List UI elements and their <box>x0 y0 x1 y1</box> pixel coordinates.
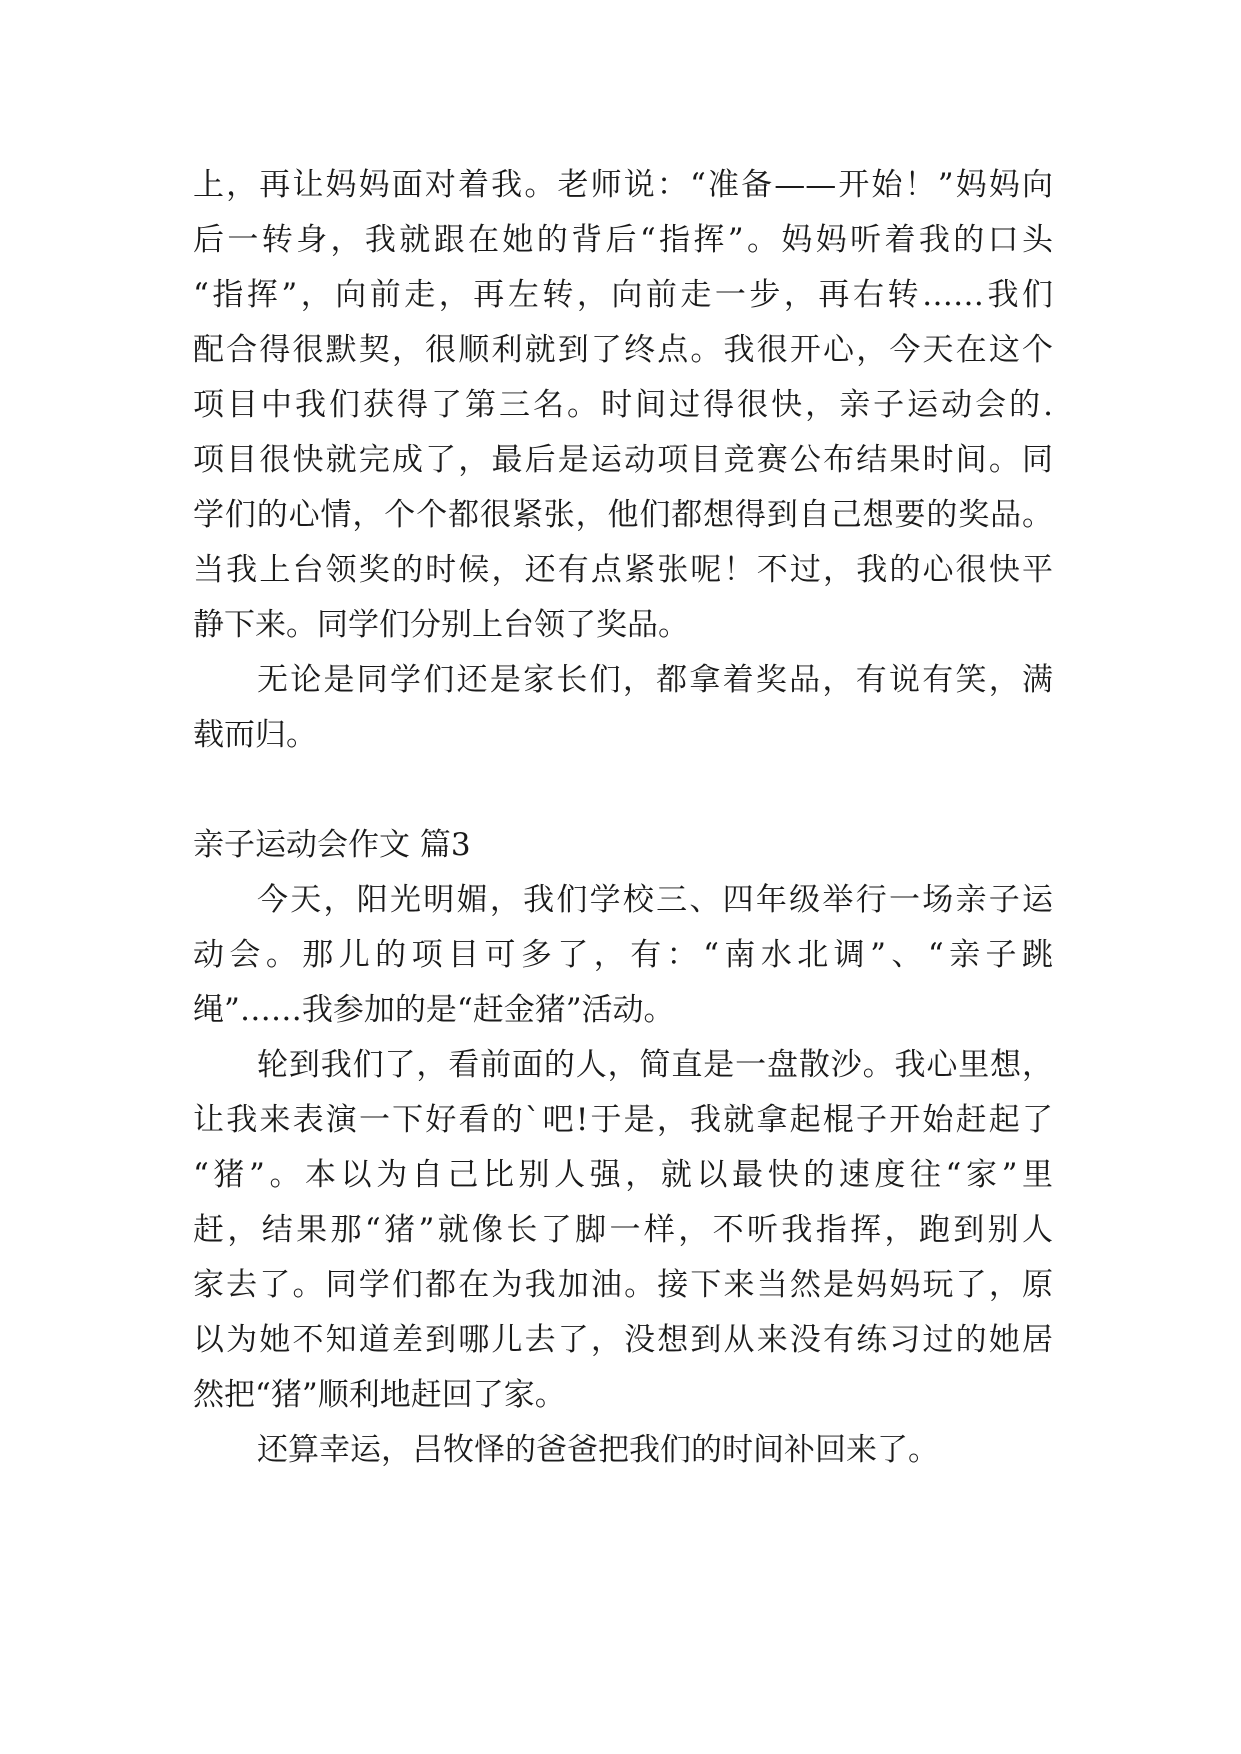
text-line: 学们的心情，个个都很紧张，他们都想得到自己想要的奖品。 <box>193 497 1053 533</box>
text-line: 以为她不知道差到哪儿去了，没想到从来没有练习过的她居 <box>193 1322 1053 1358</box>
text-line: 然把“猪”顺利地赶回了家。 <box>193 1377 566 1413</box>
text-line: “指挥”，向前走，再左转，向前走一步，再右转……我们 <box>193 277 1053 313</box>
text-line: 载而归。 <box>193 717 317 753</box>
text-line: 项目中我们获得了第三名。时间过得很快，亲子运动会的. <box>193 387 1053 423</box>
text-line: 让我来表演一下好看的`吧!于是，我就拿起棍子开始赶起了 <box>193 1102 1053 1138</box>
text-line: 还算幸运，吕牧怿的爸爸把我们的时间补回来了。 <box>257 1432 939 1468</box>
text-line: 静下来。同学们分别上台领了奖品。 <box>193 607 689 643</box>
text-line: 轮到我们了，看前面的人，简直是一盘散沙。我心里想， <box>257 1047 1053 1083</box>
text-line: 上，再让妈妈面对着我。老师说：“准备——开始！”妈妈向 <box>193 167 1053 203</box>
text-line: 动会。那儿的项目可多了，有：“南水北调”、“亲子跳 <box>193 937 1053 973</box>
text-line: 后一转身，我就跟在她的背后“指挥”。妈妈听着我的口头 <box>193 222 1053 258</box>
text-line: 家去了。同学们都在为我加油。接下来当然是妈妈玩了，原 <box>193 1267 1053 1303</box>
text-line: “猪”。本以为自己比别人强，就以最快的速度往“家”里 <box>193 1157 1053 1193</box>
text-line: 无论是同学们还是家长们，都拿着奖品，有说有笑，满 <box>257 662 1053 698</box>
text-line: 当我上台领奖的时候，还有点紧张呢！不过，我的心很快平 <box>193 552 1053 588</box>
text-line: 赶，结果那“猪”就像长了脚一样，不听我指挥，跑到别人 <box>193 1212 1053 1248</box>
section-title: 亲子运动会作文 篇3 <box>193 827 471 863</box>
text-line: 项目很快就完成了，最后是运动项目竞赛公布结果时间。同 <box>193 442 1053 478</box>
text-line: 今天，阳光明媚，我们学校三、四年级举行一场亲子运 <box>257 882 1053 918</box>
text-line: 绳”……我参加的是“赶金猪”活动。 <box>193 992 675 1028</box>
text-line: 配合得很默契，很顺利就到了终点。我很开心，今天在这个 <box>193 332 1053 368</box>
